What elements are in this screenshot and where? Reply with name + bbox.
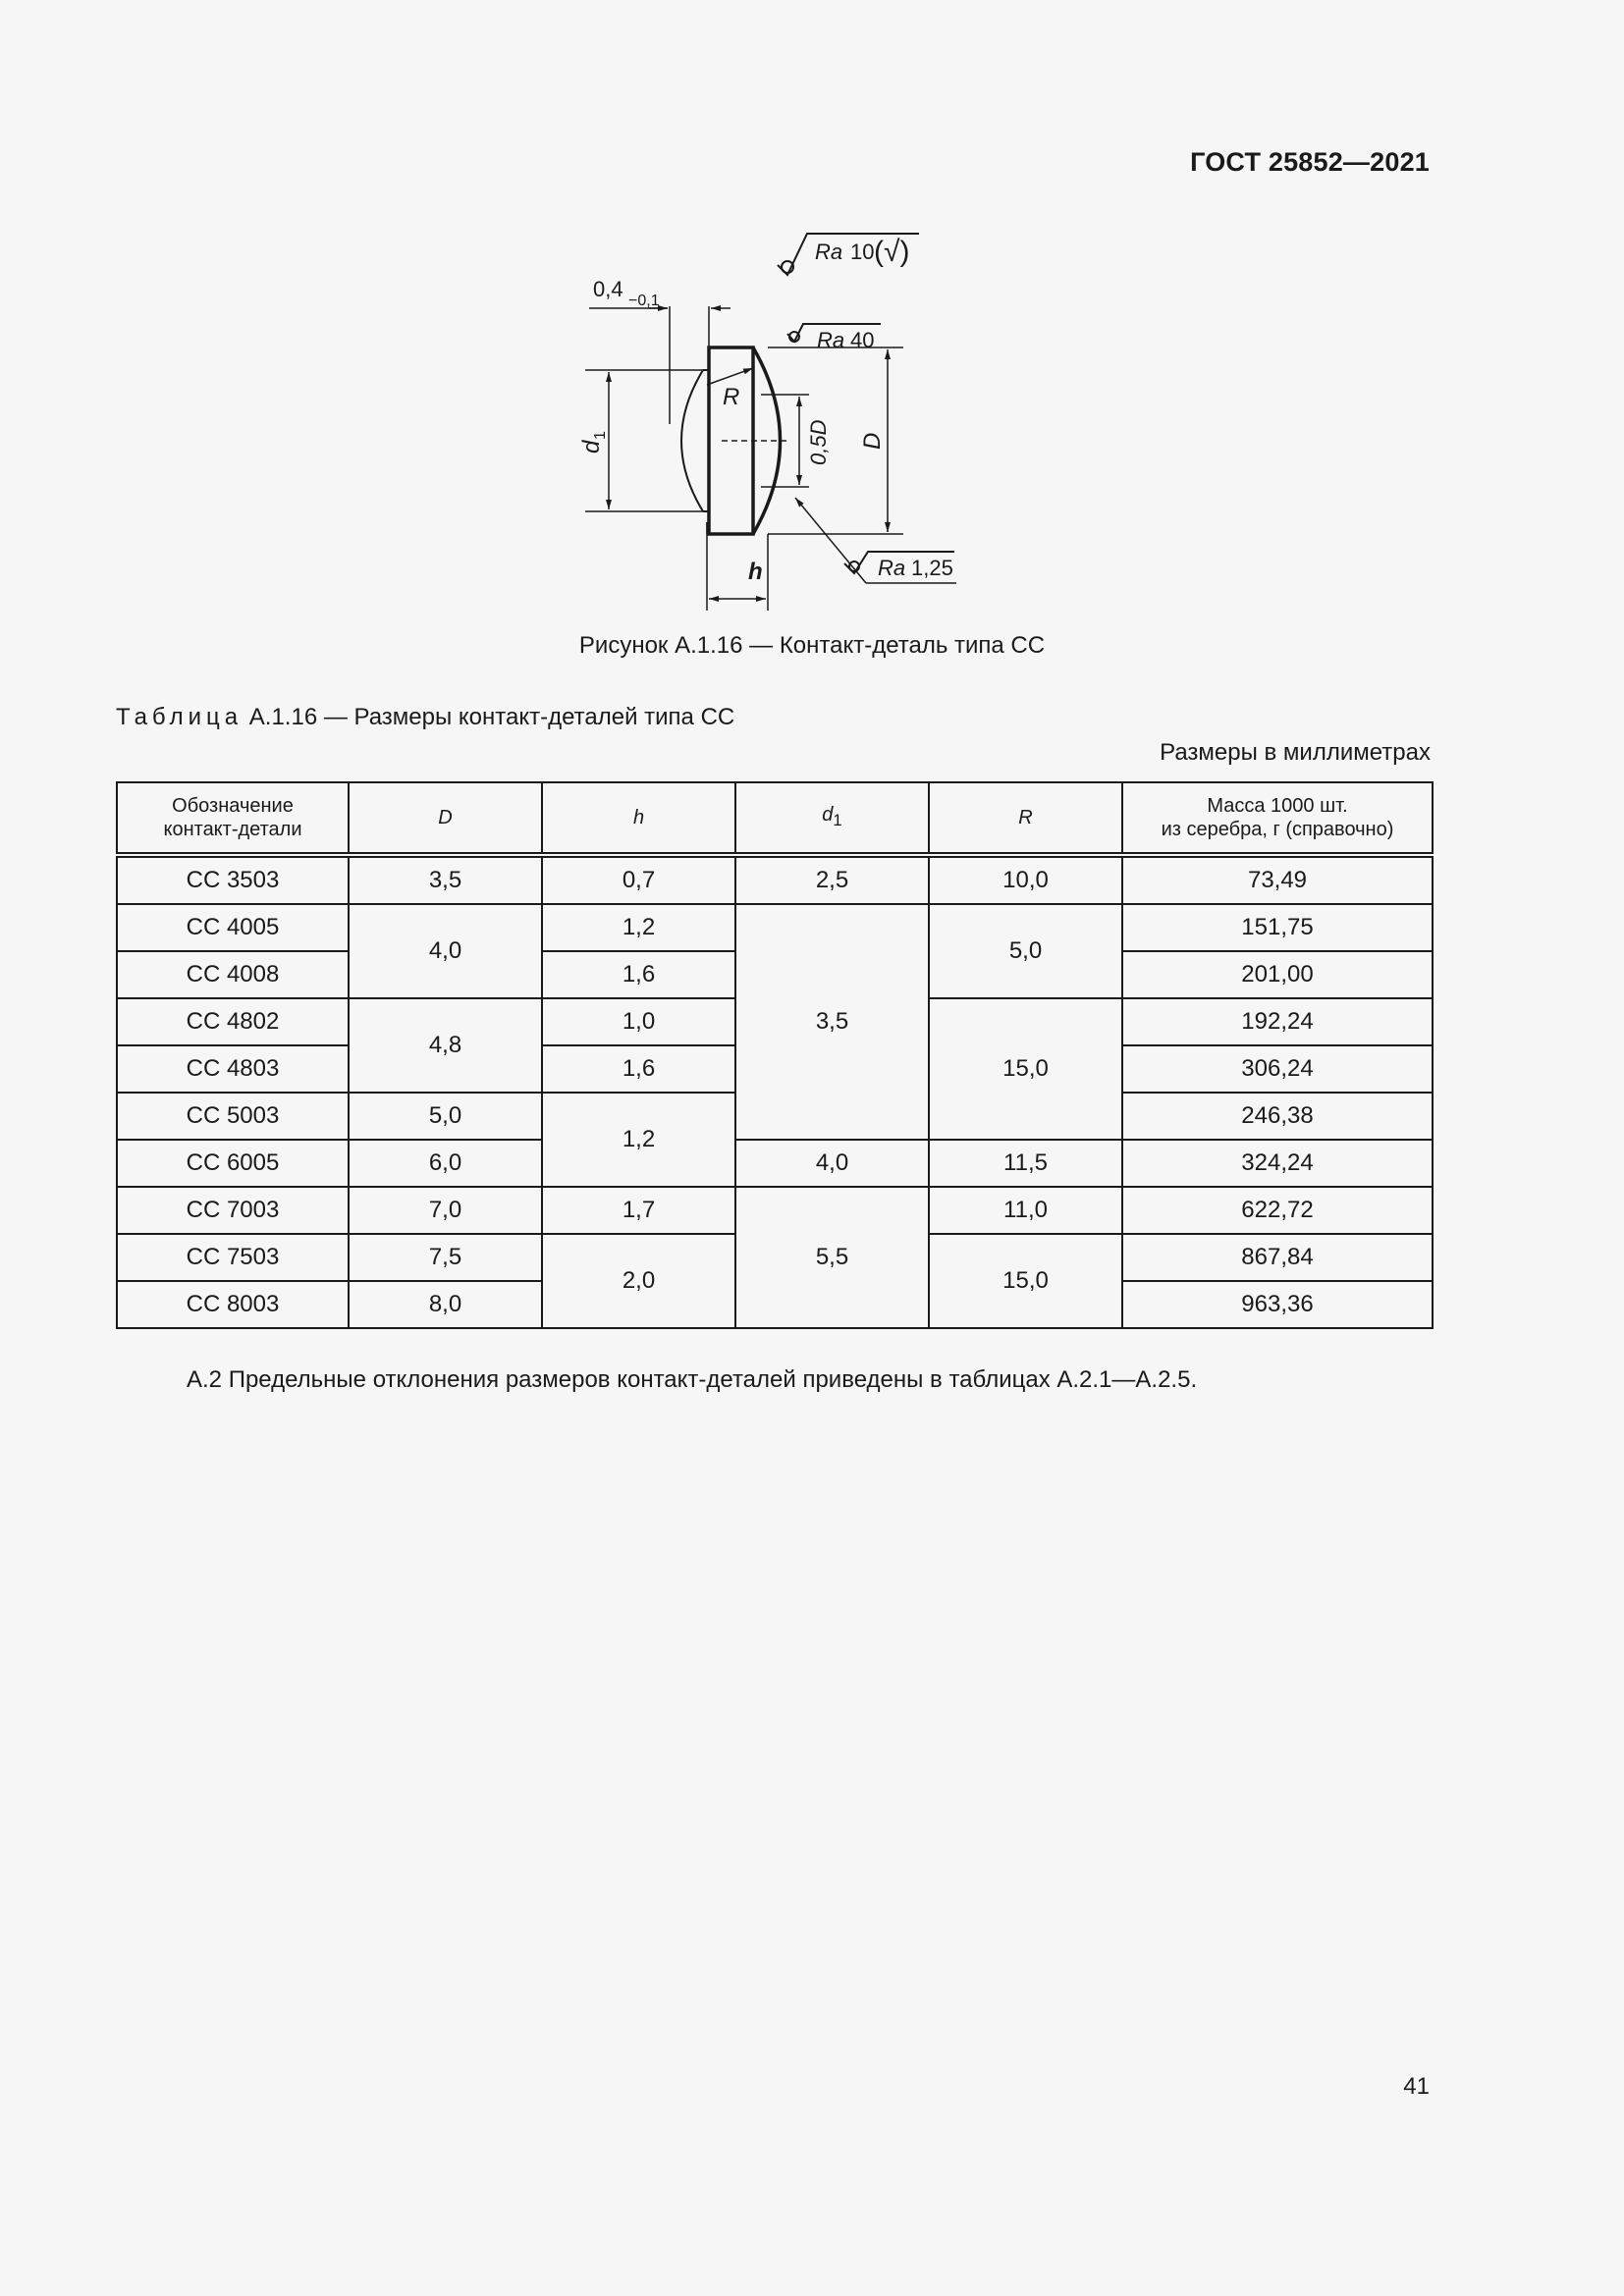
radius-label: R [723,384,740,410]
cell-R: 11,5 [929,1140,1122,1187]
dimensions-table [116,781,1434,1329]
roughness-top-value: 40 [850,328,875,352]
table-row [117,1187,1433,1234]
header-D: D [349,782,542,855]
cell-designation: СС 4008 [117,951,349,998]
cell-h: 0,7 [542,855,735,904]
cell-designation: СС 4005 [117,904,349,951]
cell-R: 15,0 [929,1234,1122,1328]
cell-D: 5,0 [349,1093,542,1140]
height-label: h [748,559,763,585]
cell-D: 6,0 [349,1140,542,1187]
cell-mass: 73,49 [1122,855,1433,904]
header-R: R [929,782,1122,855]
cell-D: 7,0 [349,1187,542,1234]
cell-designation: СС 7503 [117,1234,349,1281]
cell-R: 10,0 [929,855,1122,904]
cell-mass: 246,38 [1122,1093,1433,1140]
thickness-dimension: 0,4 [593,277,623,301]
cell-h: 1,6 [542,1045,735,1093]
cell-designation: СС 4803 [117,1045,349,1093]
cell-h: 1,2 [542,904,735,951]
cell-h: 1,6 [542,951,735,998]
cell-mass: 151,75 [1122,904,1433,951]
cell-mass: 192,24 [1122,998,1433,1045]
header-d1: $d_1$ [735,782,929,855]
table-caption-text: А.1.16 — Размеры контакт-деталей типа СС [248,704,735,730]
cell-designation: СС 8003 [117,1281,349,1328]
cell-D: 7,5 [349,1234,542,1281]
page-number: 41 [1403,2073,1430,2100]
cell-R: 15,0 [929,998,1122,1140]
table-row [117,904,1433,951]
cell-d1: 3,5 [735,904,929,1140]
thickness-tolerance: −0,1 [628,293,660,309]
cell-d1: 4,0 [735,1140,929,1187]
cell-mass: 324,24 [1122,1140,1433,1187]
cell-designation: СС 4802 [117,998,349,1045]
cell-D: 4,0 [349,904,542,998]
header-h: h [542,782,735,855]
cell-h: 1,2 [542,1093,735,1187]
cell-mass: 622,72 [1122,1187,1433,1234]
roughness-bottom-value: 1,25 [911,556,953,580]
cell-mass: 306,24 [1122,1045,1433,1093]
cell-designation: СС 5003 [117,1093,349,1140]
half-diameter-label: 0,5D [806,419,831,465]
contact-part-body [681,347,790,534]
cell-h: 1,7 [542,1187,735,1234]
cell-h: 1,0 [542,998,735,1045]
cell-d1: 5,5 [735,1187,929,1328]
diameter-label: D [859,432,886,450]
cell-D: 8,0 [349,1281,542,1328]
contact-part-drawing [550,218,992,611]
header-mass: Масса 1000 шт. из серебра, г (справочно) [1122,782,1433,855]
cell-mass: 867,84 [1122,1234,1433,1281]
cell-designation: СС 6005 [117,1140,349,1187]
note-a2: А.2 Предельные отклонения размеров контакт-деталей приведены в таблицах А.2.1—А.2.5. [187,1366,1198,1393]
cell-D: 3,5 [349,855,542,904]
figure-caption: Рисунок А.1.16 — Контакт-деталь типа СС [578,632,1046,659]
roughness-general-check: (√) [874,236,910,268]
cell-D: 4,8 [349,998,542,1093]
roughness-general-value: 10 [850,240,875,264]
table-caption [116,704,734,731]
document-code: ГОСТ 25852—2021 [1190,147,1430,177]
roughness-bottom-ra: Ra [878,556,906,580]
roughness-general-ra: Ra [815,240,843,264]
cell-d1: 2,5 [735,855,929,904]
d1-label: d [578,440,605,454]
table-header-row [117,782,1433,855]
roughness-top-ra: Ra [817,328,845,352]
cell-R: 11,0 [929,1187,1122,1234]
cell-R: 5,0 [929,904,1122,998]
cell-designation: СС 7003 [117,1187,349,1234]
cell-designation: СС 3503 [117,855,349,904]
cell-mass: 963,36 [1122,1281,1433,1328]
units-note: Размеры в миллиметрах [1160,739,1431,766]
table-caption-prefix: Таблица [116,704,244,730]
table-row [117,855,1433,904]
d1-label-sub: 1 [592,431,609,440]
header-designation: Обозначение контакт-детали [117,782,349,855]
cell-mass: 201,00 [1122,951,1433,998]
table-row [117,1140,1433,1187]
cell-h: 2,0 [542,1234,735,1328]
